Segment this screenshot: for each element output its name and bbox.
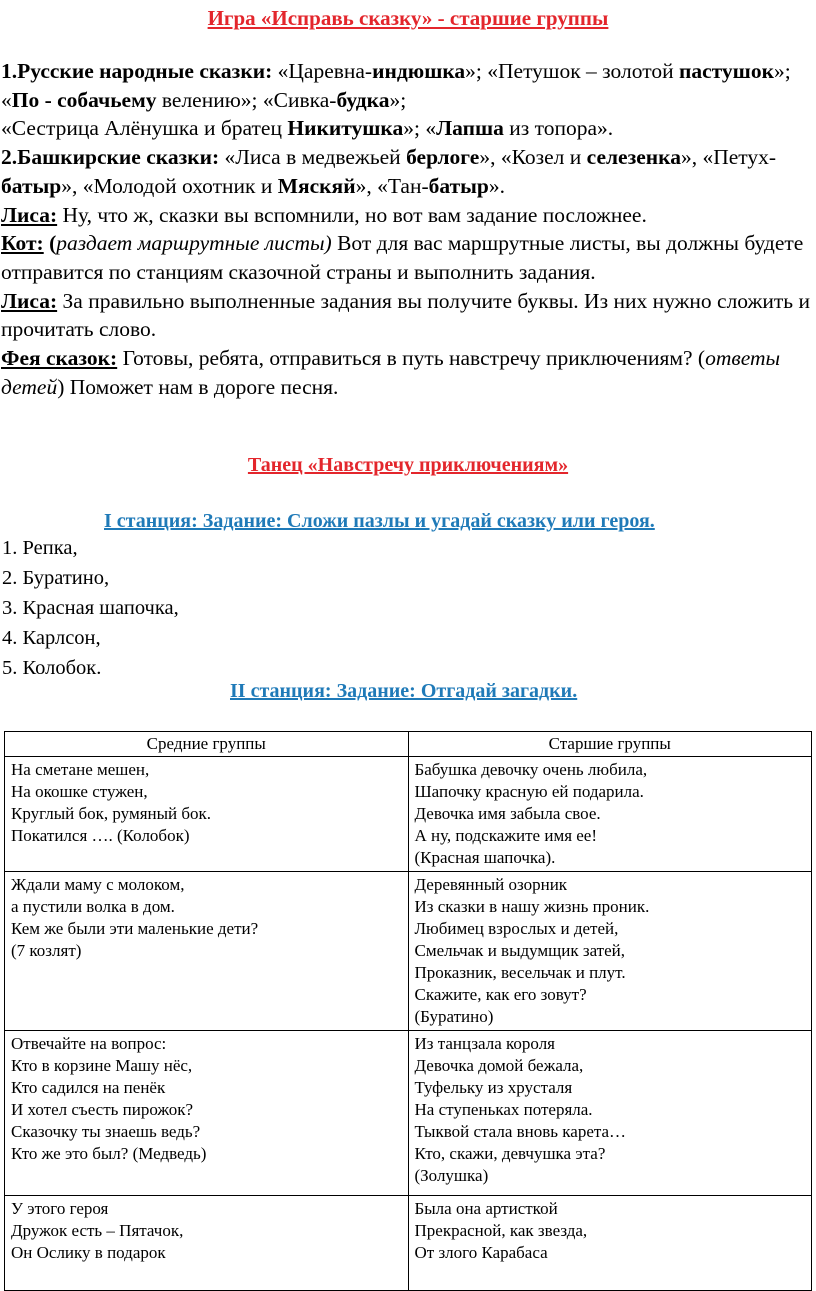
table-row <box>5 757 812 872</box>
paragraph-fox-1 <box>1 201 815 230</box>
riddle-line: Кем же были эти маленькие дети? <box>11 919 259 938</box>
riddle-line: Кто в корзине Машу нёс, <box>11 1056 193 1075</box>
riddle-line: Из танцзала короля <box>414 1034 555 1053</box>
heading-bashkir-tales: 2.Башкирские сказки: <box>1 145 220 170</box>
column-header-senior-groups: Старшие группы <box>408 732 812 757</box>
riddle-line: Покатился …. (Колобок) <box>11 826 190 845</box>
tales-list <box>2 533 179 683</box>
heading-russian-tales: 1.Русские народные сказки: <box>1 59 273 83</box>
text-fragment: »; « <box>1 59 791 112</box>
table-row <box>5 872 812 1031</box>
text-fragment: »; « <box>403 116 437 141</box>
speech-text: Вот для вас маршрутные листы, вы должны будете отправится по станциям сказочной страны и выполнить задания. <box>1 231 804 284</box>
list-item: 3. Красная шапочка, <box>2 597 179 619</box>
riddle-line: Кто садился на пенёк <box>11 1078 166 1097</box>
riddle-line: Туфельку из хрусталя <box>414 1078 573 1097</box>
riddle-line: Любимец взрослых и детей, <box>414 919 619 938</box>
table-row <box>5 1031 812 1196</box>
bold-word: Лапша <box>436 116 504 141</box>
riddle-cell <box>5 1031 409 1196</box>
riddle-line: Сказочку ты знаешь ведь? <box>11 1122 201 1141</box>
text-fragment: из топора». <box>503 116 614 141</box>
column-header-middle-groups: Средние группы <box>5 732 409 757</box>
list-item: 1. Репка, <box>2 537 78 559</box>
list-item: 2. Буратино, <box>2 567 110 589</box>
riddle-line: Из сказки в нашу жизнь проник. <box>414 897 650 916</box>
paragraph-cat <box>1 229 815 286</box>
riddle-cell <box>408 757 812 872</box>
text-fragment: ». <box>488 173 506 198</box>
riddle-line: (Золушка) <box>414 1166 489 1185</box>
riddle-line: На сметане мешен, <box>11 760 150 779</box>
station-1-heading: I станция: Задание: Сложи пазлы и угадай сказку или героя. <box>104 510 655 532</box>
bold-word: берлоге <box>406 145 480 170</box>
riddle-line: Была она артисткой <box>414 1199 558 1218</box>
text-fragment: велению»; «Сивка- <box>156 87 337 112</box>
text-fragment: », «Тан- <box>355 173 429 198</box>
riddle-line: (Красная шапочка). <box>414 848 556 867</box>
speaker-label: Лиса: <box>1 288 58 313</box>
riddle-line: На ступеньках потеряла. <box>414 1100 593 1119</box>
bold-word: пастушок <box>678 59 774 83</box>
bold-word: индюшка <box>372 59 466 83</box>
bold-word: батыр <box>1 173 62 198</box>
riddle-line: Смельчак и выдумщик затей, <box>414 941 626 960</box>
riddle-cell <box>5 872 409 1031</box>
bold-word: По - собачьему <box>11 87 157 112</box>
text-fragment: »; <box>389 87 407 112</box>
text-fragment: ( <box>43 231 57 256</box>
riddle-line: Проказник, весельчак и плут. <box>414 963 626 982</box>
riddle-line: Прекрасной, как звезда, <box>414 1221 588 1240</box>
riddle-line: На окошке стужен, <box>11 782 148 801</box>
riddle-cell <box>5 757 409 872</box>
riddle-line: Кто, скажи, девчушка эта? <box>414 1144 606 1163</box>
riddle-line: Кто же это был? (Медведь) <box>11 1144 207 1163</box>
paragraph-bashkir-tales <box>1 143 815 200</box>
table-row <box>5 1196 812 1291</box>
text-fragment: »; «Петушок – золотой <box>465 59 679 83</box>
text-fragment: «Царевна- <box>272 59 373 83</box>
riddle-line: Ждали маму с молоком, <box>11 875 185 894</box>
bold-word: батыр <box>428 173 489 198</box>
bold-word: будка <box>336 87 390 112</box>
riddle-line: Шапочку красную ей подарила. <box>414 782 644 801</box>
riddle-cell <box>408 872 812 1031</box>
body-text <box>1 57 815 401</box>
text-fragment: «Лиса в медвежьей <box>219 145 407 170</box>
text-fragment: », «Молодой охотник и <box>61 173 278 198</box>
station-2-heading: II станция: Задание: Отгадай загадки. <box>230 680 578 702</box>
list-item: 4. Карлсон, <box>2 627 101 649</box>
bold-word: Никитушка <box>287 116 404 141</box>
speech-text: Готовы, ребята, отправиться в путь навстречу приключениям? ( <box>117 346 706 371</box>
paragraph-fairy <box>1 344 815 401</box>
riddle-line: Он Ослику в подарок <box>11 1243 166 1262</box>
text-fragment: », «Козел и <box>479 145 587 170</box>
speaker-label: Лиса: <box>1 202 58 227</box>
riddle-line: а пустили волка в дом. <box>11 897 175 916</box>
riddle-cell <box>408 1196 812 1291</box>
riddle-line: Дружок есть – Пятачок, <box>11 1221 184 1240</box>
text-fragment: «Сестрица Алёнушка и братец <box>1 116 288 141</box>
speech-text: За правильно выполненные задания вы получите буквы. Из них нужно сложить и прочитать слово. <box>1 288 810 342</box>
bold-word: Мяскяй <box>277 173 356 198</box>
bold-word: селезенка <box>586 145 681 170</box>
stage-direction: раздает маршрутные листы) <box>56 231 332 256</box>
dance-heading: Танец «Навстречу приключениям» <box>247 454 569 476</box>
paragraph-fox-2 <box>1 287 815 344</box>
speaker-label: Кот: <box>1 231 44 256</box>
riddle-line: Девочка имя забыла свое. <box>414 804 601 823</box>
list-item: 5. Колобок. <box>2 657 102 679</box>
speaker-label: Фея сказок: <box>1 346 118 371</box>
riddle-cell <box>5 1196 409 1291</box>
riddle-line: От злого Карабаса <box>414 1243 548 1262</box>
riddle-line: Бабушка девочку очень любила, <box>414 760 648 779</box>
riddle-line: Тыквой стала вновь карета… <box>414 1122 627 1141</box>
speech-text: ) Поможет нам в дороге песня. <box>57 374 339 399</box>
riddles-table <box>4 731 812 1291</box>
speech-text: Ну, что ж, сказки вы вспомнили, но вот вам задание посложнее. <box>57 202 647 227</box>
riddle-line: И хотел съесть пирожок? <box>11 1100 194 1119</box>
riddle-line: (7 козлят) <box>11 941 82 960</box>
paragraph-russian-tales <box>1 57 815 143</box>
stage-direction: ответы детей <box>1 346 781 399</box>
text-fragment: », «Петух- <box>680 145 777 170</box>
riddle-line: У этого героя <box>11 1199 109 1218</box>
riddle-line: Круглый бок, румяный бок. <box>11 804 212 823</box>
riddle-line: Отвечайте на вопрос: <box>11 1034 167 1053</box>
riddle-cell <box>408 1031 812 1196</box>
table-header-row <box>5 732 812 757</box>
riddle-line: Деревянный озорник <box>414 875 568 894</box>
riddle-line: (Буратино) <box>414 1007 494 1026</box>
document-title: Игра «Исправь сказку» - старшие группы <box>207 6 609 30</box>
riddle-line: Девочка домой бежала, <box>414 1056 584 1075</box>
riddle-line: А ну, подскажите имя ее! <box>414 826 598 845</box>
riddle-line: Скажите, как его зовут? <box>414 985 587 1004</box>
